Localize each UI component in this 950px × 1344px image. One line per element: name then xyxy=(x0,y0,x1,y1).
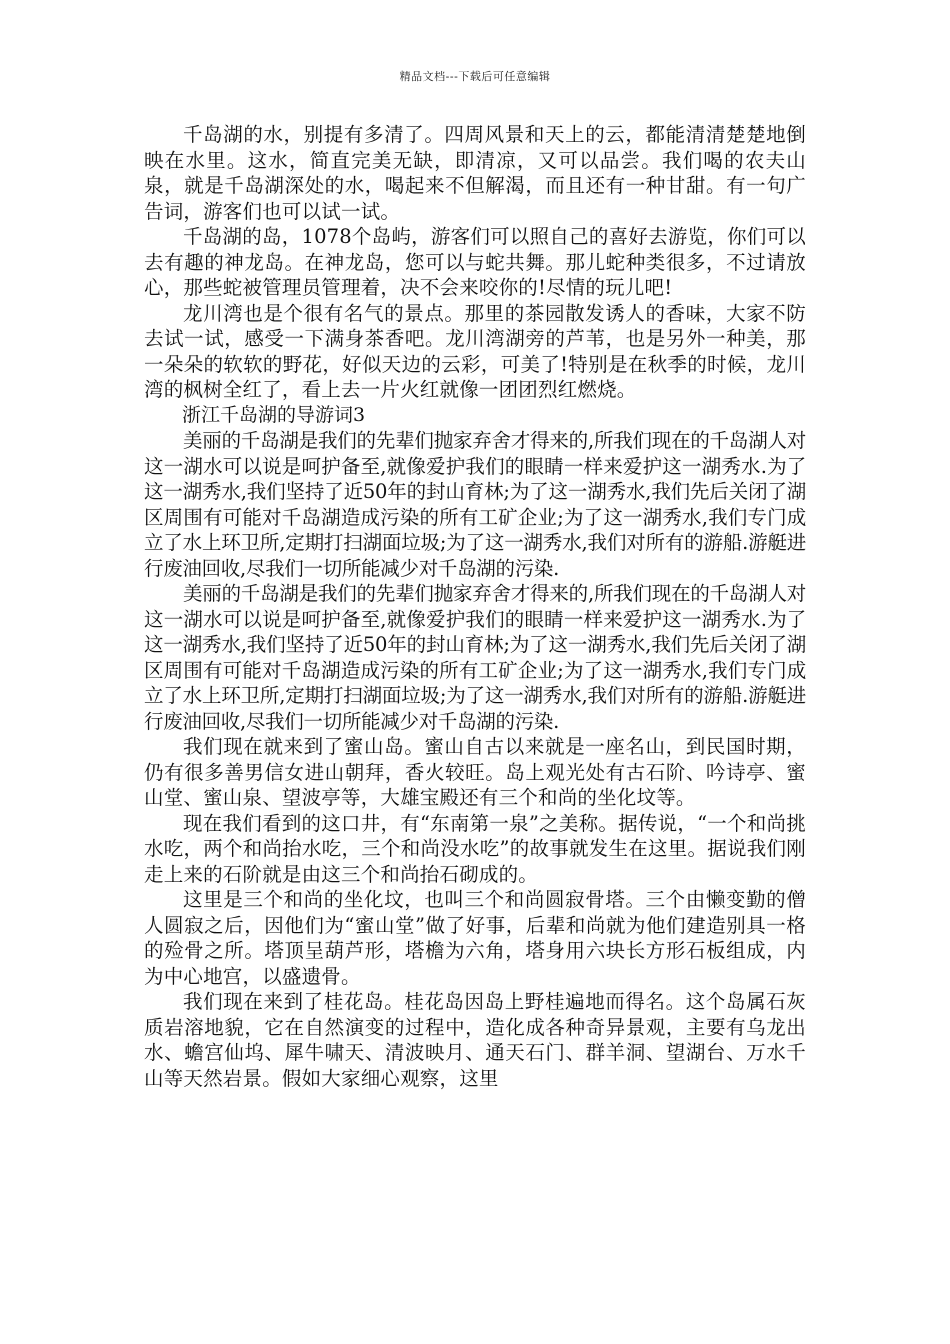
paragraph-lake-water: 千岛湖的水，别提有多清了。四周风景和天上的云，都能清清楚楚地倒映在水里。这水，简直完美无缺，即清凉，又可以品尝。我们喝的农夫山泉，就是千岛湖深处的水，喝起来不但解渴，而且还有一种甘甜。有一句广告词，游客们也可以试一试。 xyxy=(144,123,806,223)
paragraph-osmanthus-island: 我们现在来到了桂花岛。桂花岛因岛上野桂遍地而得名。这个岛属石灰质岩溶地貌，它在自然演变的过程中，造化成各种奇异景观，主要有乌龙出水、蟾宫仙坞、犀牛啸天、清波映月、通天石门、群羊洞、望湖台、万水千山等天然岩景。假如大家细心观察，这里 xyxy=(144,990,806,1090)
paragraph-monk-tomb: 这里是三个和尚的坐化坟，也叫三个和尚圆寂骨塔。三个由懒变勤的僧人圆寂之后，因他们为“蜜山堂”做了好事，后辈和尚就为他们建造别具一格的殓骨之所。塔顶呈葫芦形，塔檐为六角，塔身用六块长方形石板组成，内为中心地宫，以盛遗骨。 xyxy=(144,888,806,988)
paragraph-islands: 千岛湖的岛，1078个岛屿，游客们可以照自己的喜好去游览，你们可以去有趣的神龙岛。在神龙岛，您可以与蛇共舞。那儿蛇种类很多，不过请放心，那些蛇被管理员管理着，决不会来咬你的!尽情的玩儿吧! xyxy=(144,225,806,299)
paragraph-protection-1: 美丽的千岛湖是我们的先辈们抛家弃舍才得来的,所我们现在的千岛湖人对这一湖水可以说是呵护备至,就像爱护我们的眼睛一样来爱护这一湖秀水.为了这一湖秀水,我们坚持了近50年的封山育林;为了这一湖秀水,我们先后关闭了湖区周围有可能对千岛湖造成污染的所有工矿企业;为了这一湖秀水,我们专门成立了水上环卫所,定期打扫湖面垃圾;为了这一湖秀水,我们对所有的游船.游艇进行废油回收,尽我们一切所能减少对千岛湖的污染. xyxy=(144,429,806,580)
paragraph-longchuan-bay: 龙川湾也是个很有名气的景点。那里的茶园散发诱人的香味，大家不防去试一试，感受一下满身茶香吧。龙川湾湖旁的芦苇，也是另外一种美，那一朵朵的软软的野花，好似天边的云彩，可美了!特别是在秋季的时候，龙川湾的枫树全红了，看上去一片火红就像一团团烈红燃烧。 xyxy=(144,301,806,401)
page-header: 精品文档---下载后可任意编辑 xyxy=(399,70,551,83)
paragraph-protection-2: 美丽的千岛湖是我们的先辈们抛家弃舍才得来的,所我们现在的千岛湖人对这一湖水可以说是呵护备至,就像爱护我们的眼睛一样来爱护这一湖秀水.为了这一湖秀水,我们坚持了近50年的封山育林;为了这一湖秀水,我们先后关闭了湖区周围有可能对千岛湖造成污染的所有工矿企业;为了这一湖秀水,我们专门成立了水上环卫所,定期打扫湖面垃圾;为了这一湖秀水,我们对所有的游船.游艇进行废油回收,尽我们一切所能减少对千岛湖的污染. xyxy=(144,582,806,733)
paragraph-well: 现在我们看到的这口井，有“东南第一泉”之美称。据传说，“一个和尚挑水吃，两个和尚抬水吃，三个和尚没水吃”的故事就发生在这里。据说我们刚走上来的石阶就是由这三个和尚抬石砌成的。 xyxy=(144,811,806,886)
section-heading: 浙江千岛湖的导游词3 xyxy=(182,403,366,426)
paragraph-mishan-island: 我们现在就来到了蜜山岛。蜜山自古以来就是一座名山，到民国时期，仍有很多善男信女进山朝拜，香火较旺。岛上观光处有古石阶、吟诗亭、蜜山堂、蜜山泉、望波亭等，大雄宝殿还有三个和尚的坐化坟等。 xyxy=(144,735,806,809)
document-body xyxy=(144,122,806,1091)
